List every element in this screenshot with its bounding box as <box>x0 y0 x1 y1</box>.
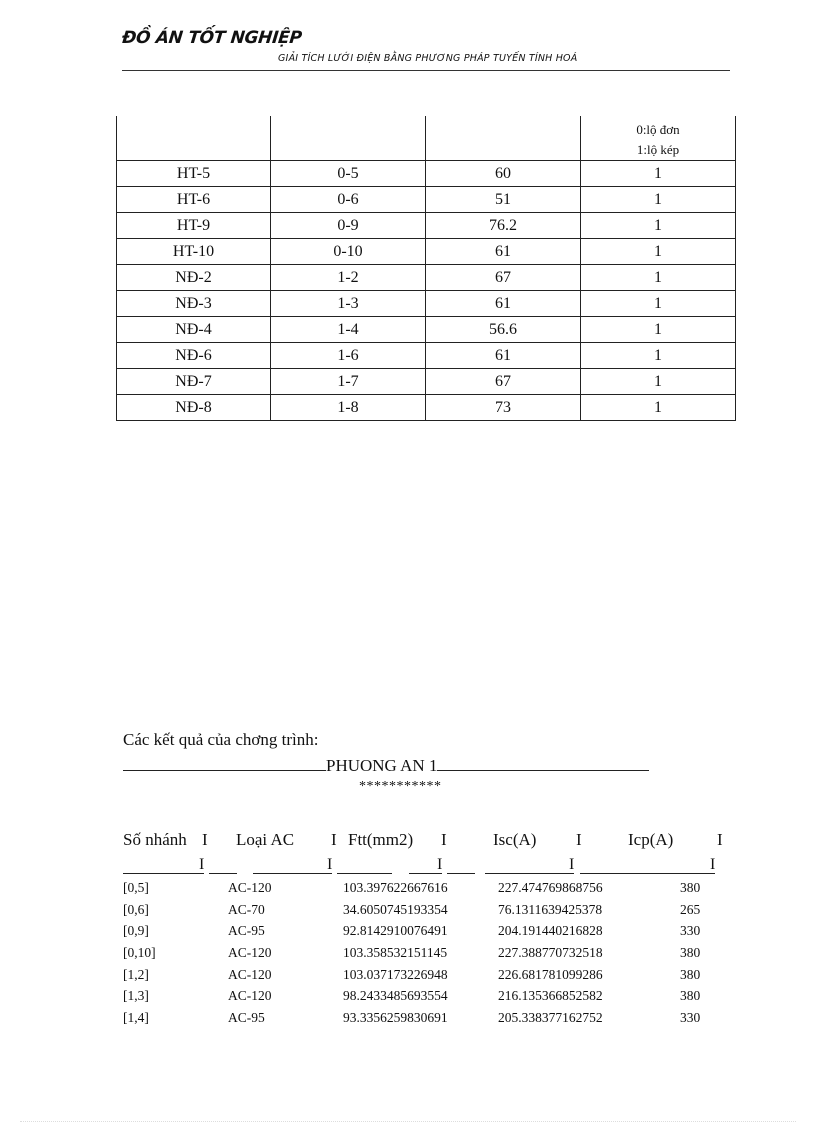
result-cell: 103.397622667616 <box>343 880 448 895</box>
result-cell: 227.474769868756 <box>498 880 603 895</box>
table-row <box>117 395 736 421</box>
table-cell: 1-2 <box>271 265 426 291</box>
table-row <box>117 187 736 213</box>
table-header-cell <box>581 116 736 161</box>
table-cell: 0-5 <box>271 161 426 187</box>
table-header-cell <box>271 116 426 161</box>
page-bottom-border <box>20 1121 796 1122</box>
result-cell: AC-120 <box>228 880 272 895</box>
table-cell: 1-7 <box>271 369 426 395</box>
header-divider <box>122 70 730 71</box>
col-so-nhanh: Số nhánh <box>123 830 187 849</box>
table-cell: 1 <box>581 161 736 187</box>
table-cell: NĐ-7 <box>117 369 271 395</box>
table-cell: 1 <box>581 187 736 213</box>
result-cell: 380 <box>680 966 701 982</box>
result-cell: 330 <box>680 1010 701 1026</box>
table-cell: 1 <box>581 369 736 395</box>
document-header-subtitle: GIẢI TÍCH LƯỚI ĐIỆN BẰNG PHƯƠNG PHÁP TUYẾN TÍNH HOÁ <box>278 53 578 64</box>
table-cell: HT-6 <box>117 187 271 213</box>
table-cell: 60 <box>426 161 581 187</box>
col-loai-ac: Loại AC <box>236 830 295 849</box>
table-cell: NĐ-6 <box>117 343 271 369</box>
results-intro: Các kết quả của chơng trình: <box>123 730 319 749</box>
table-cell: 1 <box>581 343 736 369</box>
result-cell: 227.388770732518 <box>498 945 603 961</box>
table-cell: 1 <box>581 239 736 265</box>
table-cell: NĐ-3 <box>117 291 271 317</box>
table-cell: 51 <box>426 187 581 213</box>
plan-label: PHUONG AN 1 <box>326 756 438 775</box>
table-cell: 1-8 <box>271 395 426 421</box>
table-cell: 61 <box>426 239 581 265</box>
table-cell: 67 <box>426 369 581 395</box>
result-cell: 265 <box>680 901 701 917</box>
result-cell: 204.191440216828 <box>498 923 603 939</box>
stars-divider: *********** <box>359 779 442 794</box>
table-row <box>117 213 736 239</box>
result-cell: 380 <box>680 988 701 1004</box>
result-cell: 92.8142910076491 <box>343 923 448 939</box>
table-cell: 56.6 <box>426 317 581 343</box>
result-cell: AC-95 <box>228 923 265 939</box>
result-row <box>123 967 743 989</box>
result-cell: [0,6] <box>123 901 149 917</box>
result-cell: AC-70 <box>228 901 265 917</box>
results-list <box>123 880 743 1032</box>
result-cell: [0,10] <box>123 945 156 961</box>
result-cell: 216.135366852582 <box>498 988 603 1004</box>
result-cell: 76.1311639425378 <box>498 901 603 917</box>
table-cell: NĐ-2 <box>117 265 271 291</box>
table-row <box>117 291 736 317</box>
table-header-cell <box>117 116 271 161</box>
table-cell: 0-9 <box>271 213 426 239</box>
result-cell: AC-120 <box>228 945 272 961</box>
table-cell: 76.2 <box>426 213 581 239</box>
result-row <box>123 902 743 924</box>
table-cell: HT-9 <box>117 213 271 239</box>
result-row <box>123 945 743 967</box>
result-cell: [1,2] <box>123 966 149 982</box>
result-cell: 380 <box>680 880 701 895</box>
table-header-cell <box>426 116 581 161</box>
table-row <box>117 265 736 291</box>
result-cell: 380 <box>680 945 701 961</box>
plan-heading <box>123 754 649 776</box>
legend-single-line: 0:lộ đơn <box>636 122 680 137</box>
table-cell: NĐ-8 <box>117 395 271 421</box>
result-cell: [0,5] <box>123 880 149 895</box>
col-isc: Isc(A) <box>493 830 537 849</box>
table-cell: 1 <box>581 317 736 343</box>
table-row <box>117 369 736 395</box>
result-cell: 103.358532151145 <box>343 945 448 961</box>
table-row <box>117 317 736 343</box>
result-cell: 205.338377162752 <box>498 1010 603 1026</box>
table-cell: 1-4 <box>271 317 426 343</box>
result-cell: [0,9] <box>123 923 149 939</box>
table-cell: 61 <box>426 291 581 317</box>
result-cell: [1,4] <box>123 1010 149 1026</box>
result-cell: [1,3] <box>123 988 149 1004</box>
result-cell: 330 <box>680 923 701 939</box>
table-header-row <box>117 116 736 161</box>
result-cell: 34.6050745193354 <box>343 901 448 917</box>
result-row <box>123 988 743 1010</box>
table-cell: 0-6 <box>271 187 426 213</box>
table-row <box>117 343 736 369</box>
result-cell: AC-120 <box>228 966 272 982</box>
result-cell: AC-95 <box>228 1010 265 1026</box>
table-cell: HT-5 <box>117 161 271 187</box>
line-data-table <box>116 116 736 421</box>
table-row <box>117 161 736 187</box>
table-cell: 1 <box>581 291 736 317</box>
column-separator-line: I I I I I <box>123 857 723 877</box>
table-cell: 1 <box>581 213 736 239</box>
table-cell: 1 <box>581 395 736 421</box>
result-row <box>123 923 743 945</box>
table-cell: 1-6 <box>271 343 426 369</box>
col-icp: Icp(A) <box>628 830 674 849</box>
table-cell: 67 <box>426 265 581 291</box>
result-row <box>123 880 743 902</box>
result-cell: 103.037173226948 <box>343 966 448 982</box>
table-cell: HT-10 <box>117 239 271 265</box>
table-cell: 61 <box>426 343 581 369</box>
result-cell: 226.681781099286 <box>498 966 603 982</box>
table-row <box>117 239 736 265</box>
col-ftt: Ftt(mm2) <box>348 830 414 849</box>
table-cell: 0-10 <box>271 239 426 265</box>
result-row <box>123 1010 743 1032</box>
legend-double-line: 1:lộ kép <box>636 142 680 157</box>
document-header-title: ĐỒ ÁN TỐT NGHIỆP <box>120 28 303 48</box>
table-cell: 1 <box>581 265 736 291</box>
result-cell: 93.3356259830691 <box>343 1010 448 1026</box>
result-cell: AC-120 <box>228 988 272 1004</box>
table-cell: 1-3 <box>271 291 426 317</box>
table-cell: NĐ-4 <box>117 317 271 343</box>
table-cell: 73 <box>426 395 581 421</box>
result-cell: 98.2433485693554 <box>343 988 448 1004</box>
